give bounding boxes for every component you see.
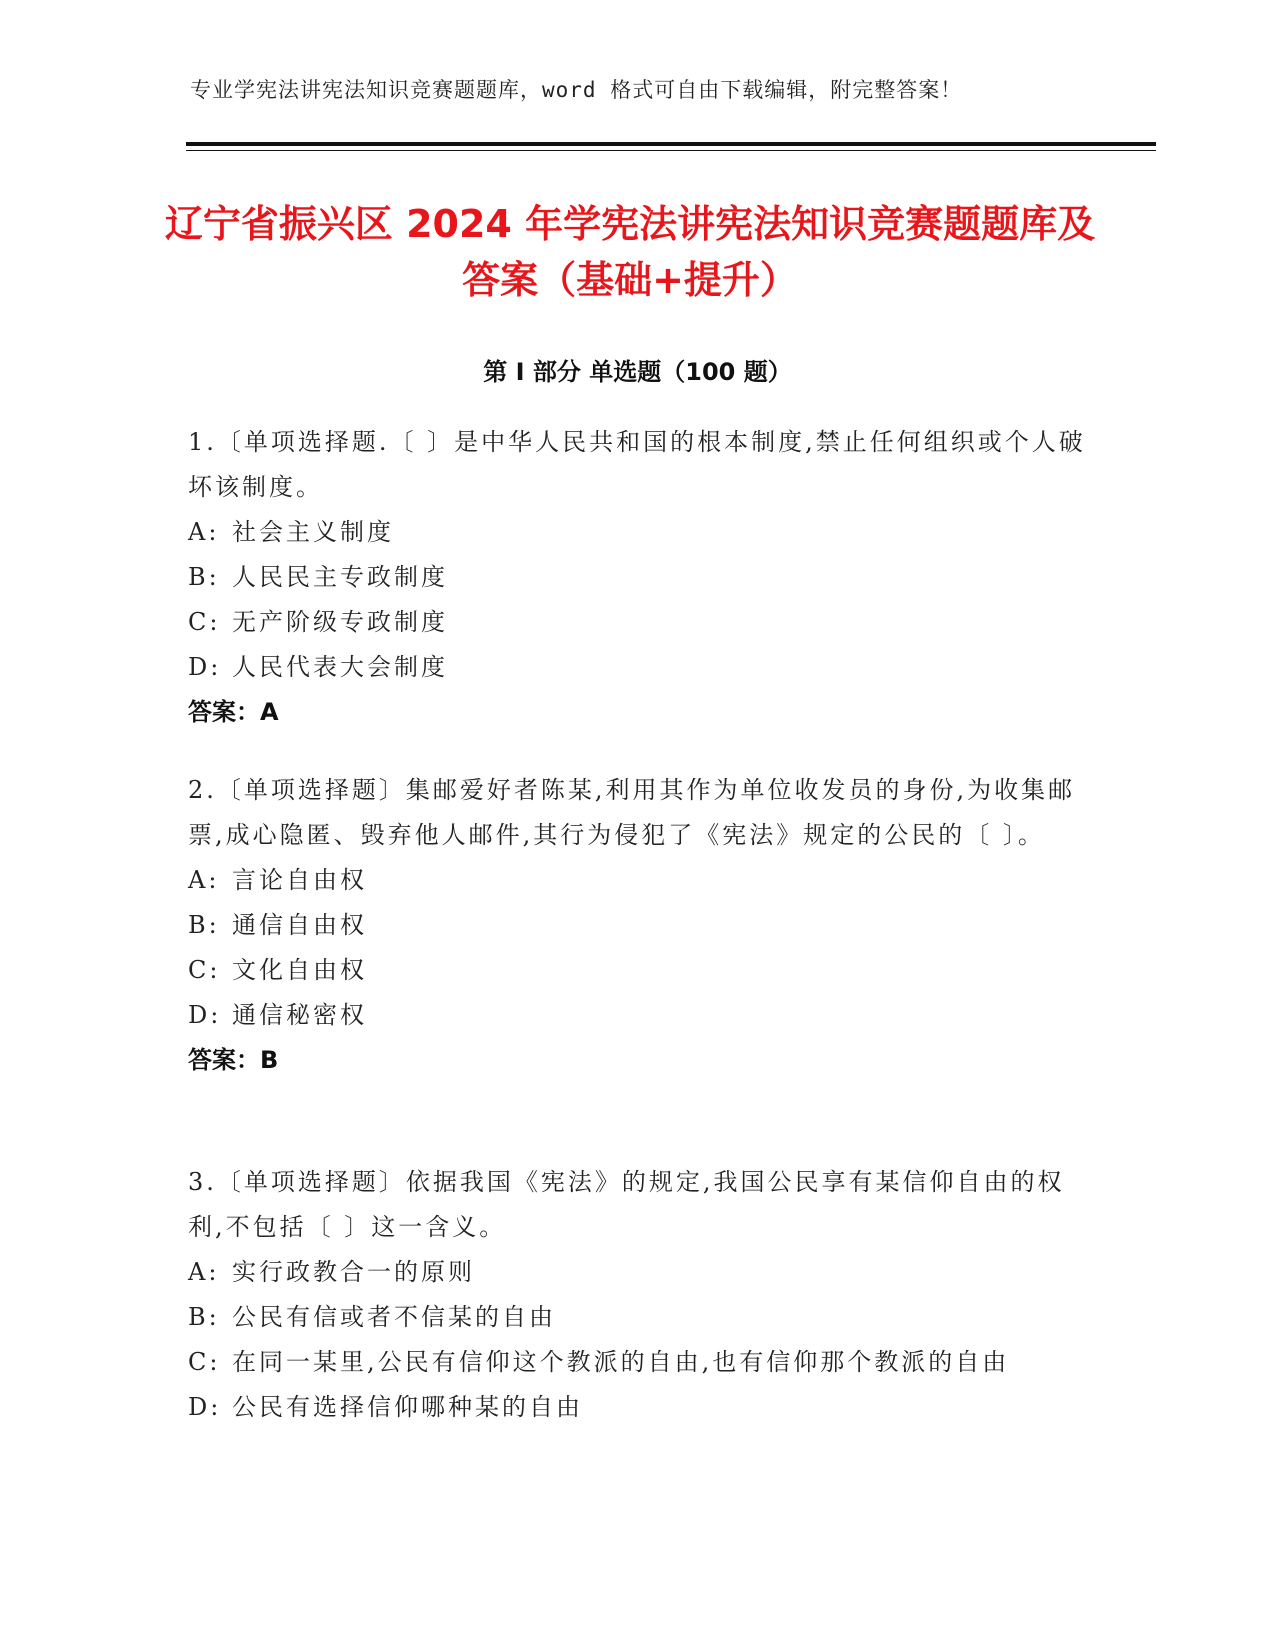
option-letter: D: — [188, 653, 222, 681]
option-b — [188, 1295, 1088, 1340]
question-3 — [188, 1160, 1088, 1430]
section-title: 第 I 部分 单选题（100 题） — [483, 358, 792, 386]
option-text: 在同一某里,公民有信仰这个教派的自由,也有信仰那个教派的自由 — [232, 1348, 1010, 1376]
option-text: 文化自由权 — [232, 956, 367, 984]
option-letter: C: — [188, 956, 221, 984]
option-d — [188, 645, 1088, 690]
option-text: 通信自由权 — [232, 911, 367, 939]
option-a — [188, 510, 1088, 555]
option-c — [188, 1340, 1088, 1385]
option-d — [188, 993, 1088, 1038]
option-c — [188, 948, 1088, 993]
option-a — [188, 1250, 1088, 1295]
option-text: 无产阶级专政制度 — [232, 608, 448, 636]
option-text: 公民有信或者不信某的自由 — [232, 1303, 556, 1331]
option-b — [188, 903, 1088, 948]
option-letter: C: — [188, 608, 221, 636]
option-b — [188, 555, 1088, 600]
option-text: 实行政教合一的原则 — [232, 1258, 475, 1286]
option-letter: B: — [188, 911, 220, 939]
option-text: 通信秘密权 — [232, 1001, 367, 1029]
question-2 — [188, 768, 1088, 1083]
question-text: 1.〔单项选择题.〔 〕是中华人民共和国的根本制度,禁止任何组织或个人破坏该制度。 — [188, 428, 1086, 501]
option-text: 言论自由权 — [232, 866, 367, 894]
document-title: 辽宁省振兴区 2024 年学宪法讲宪法知识竞赛题题库及答案（基础+提升） — [164, 202, 1096, 302]
option-letter: A: — [188, 1258, 220, 1286]
header-note: 专业学宪法讲宪法知识竞赛题题库，word 格式可自由下载编辑，附完整答案！ — [190, 78, 963, 102]
option-letter: A: — [188, 866, 220, 894]
option-c — [188, 600, 1088, 645]
option-text: 人民民主专政制度 — [232, 563, 448, 591]
question-text: 3.〔单项选择题〕依据我国《宪法》的规定,我国公民享有某信仰自由的权利,不包括〔 〕这一含义。 — [188, 1168, 1065, 1241]
option-a — [188, 858, 1088, 903]
option-letter: C: — [188, 1348, 221, 1376]
option-d — [188, 1385, 1088, 1430]
answer-line: 答案：A — [188, 698, 279, 726]
option-text: 人民代表大会制度 — [232, 653, 448, 681]
question-1 — [188, 420, 1088, 735]
option-text: 社会主义制度 — [232, 518, 394, 546]
question-text: 2.〔单项选择题〕集邮爱好者陈某,利用其作为单位收发员的身份,为收集邮票,成心隐匿、毁弃他人邮件,其行为侵犯了《宪法》规定的公民的〔 〕。 — [188, 776, 1076, 849]
option-letter: B: — [188, 1303, 220, 1331]
option-letter: D: — [188, 1393, 222, 1421]
option-text: 公民有选择信仰哪种某的自由 — [232, 1393, 583, 1421]
header-rule-thin — [186, 150, 1156, 151]
answer-line: 答案：B — [188, 1046, 279, 1074]
option-letter: D: — [188, 1001, 222, 1029]
header-rule-thick — [186, 142, 1156, 146]
option-letter: A: — [188, 518, 220, 546]
option-letter: B: — [188, 563, 220, 591]
